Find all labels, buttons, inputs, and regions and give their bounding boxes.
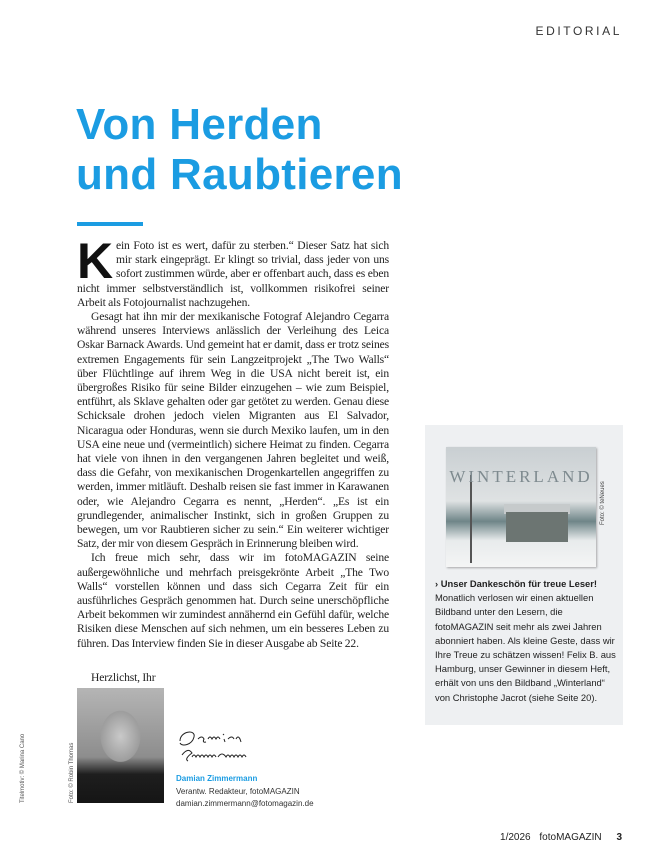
author-signature — [176, 727, 276, 767]
title-accent-bar — [77, 222, 143, 226]
author-role: Verantw. Redakteur, fotoMAGAZIN — [176, 787, 300, 796]
page-footer — [500, 832, 622, 843]
paragraph — [77, 233, 389, 310]
box-body: Monatlich verlosen wir einen aktuellen Bildband unter den Lesern, die fotoMAGAZIN seit mehr als zwei Jahren abonniert haben. Als kleine Geste, dass wir Ihre Treue zu schätzen wissen! Felix B. aus Hamburg, unser Gewinner in diesem Heft, erhält von uns den Bildband „Winterland“ von Christophe Jacrot (siehe Seite 20). — [435, 592, 616, 703]
chevron-right-icon: › — [435, 578, 439, 589]
issue-number: 1/2026 — [500, 832, 531, 843]
book-cover-image — [446, 447, 596, 567]
magazine-name: fotoMAGAZIN — [539, 832, 602, 843]
house — [506, 512, 568, 542]
page-number: 3 — [616, 832, 622, 843]
closing: Herzlichst, Ihr — [91, 670, 156, 684]
paragraph-text: ein Foto ist es wert, dafür zu sterben.“ Dieser Satz hat sich mir stark eingeprägt. Er klingt so trivial, dass jeder von uns sofort zustimmen würde, aber er offenbart auch, dass es eben nicht immer selbstverständlich ist, vollkommen risikofrei seiner Arbeit als Fotojournalist nachzugehen. — [77, 239, 389, 309]
photo-credit: Foto: © teNeues — [600, 481, 606, 525]
paragraph: Ich freue mich sehr, dass wir im fotoMAGAZIN seine außergewöhnliche und mehrfach preisgekrönte Arbeit „The Two Walls“ vorstellen können und dass sich Cegarra Zeit für ein ausführliches Gespräch genommen hat. Durch seine unerschöpfliche Arbeit bekommen wir zumindest annähernd ein Gefühl dafür, welche Risiken diese Menschen auf sich nehmen, um ein besseres Leben zu führen. Das Interview finden Sie in dieser Ausgabe ab Seite 22. — [77, 551, 389, 650]
author-email[interactable]: damian.zimmermann@fotomagazin.de — [176, 799, 314, 808]
drop-cap: K — [77, 233, 113, 289]
title-line: Von Herden — [76, 100, 323, 149]
box-text — [435, 577, 620, 705]
book-title: WINTERLAND — [449, 467, 593, 486]
lamp-post — [470, 475, 472, 563]
box-heading: Unser Dankeschön für treue Leser! — [440, 578, 598, 589]
reader-thanks-box — [425, 425, 623, 725]
page-title — [76, 100, 403, 200]
section-label: EDITORIAL — [535, 24, 622, 38]
title-line: und Raubtieren — [76, 150, 403, 199]
editorial-body — [77, 233, 389, 685]
author-name: Damian Zimmermann — [176, 774, 258, 783]
author-portrait — [77, 688, 164, 803]
cover-credit: Titelmotiv: © Marina Cano — [20, 733, 26, 803]
portrait-credit: Foto: © Robin Thomas — [69, 742, 75, 803]
paragraph: Gesagt hat ihn mir der mexikanische Fotograf Alejandro Cegarra während unseres Interviews anlässlich der Verleihung des Leica Oskar Barnack Awards. Und gemeint hat er damit, dass er trotz seines extremen Engagements für sein Langzeitprojekt „The Two Walls“ über Flüchtlinge auf ihrem Weg in die USA nicht bereit ist, ein übergroßes Risiko für seine Bilder einzugehen – wie zum Beispiel, entführt, als Sklave gehalten oder gar getötet zu werden. Genau diese Schicksale drohen jedoch vielen Migranten aus El Salvador, Nicaragua oder Honduras, wenn sie durch Mexiko laufen, um in den USA eine neue und (vermeintlich) sichere Heimat zu finden. Cegarra hat viele von ihnen in den vergangenen Jahren begleitet und weiß, dass die Gefahr, von mexikanischen Drogenkartellen angegriffen zu werden, immer mitläuft. Deshalb reisen sie fast immer in Karawanen oder, wie Alejandro Cegarra es nennt, „Herden“. „Es ist ein grundlegender, animalischer Instinkt, sich in großen Gruppen zu bewegen, um vor Raubtieren sicher zu sein.“ Ein weiterer wichtiger Satz, der mir von diesem Gespräch in Erinnerung bleiben wird. — [77, 310, 389, 551]
